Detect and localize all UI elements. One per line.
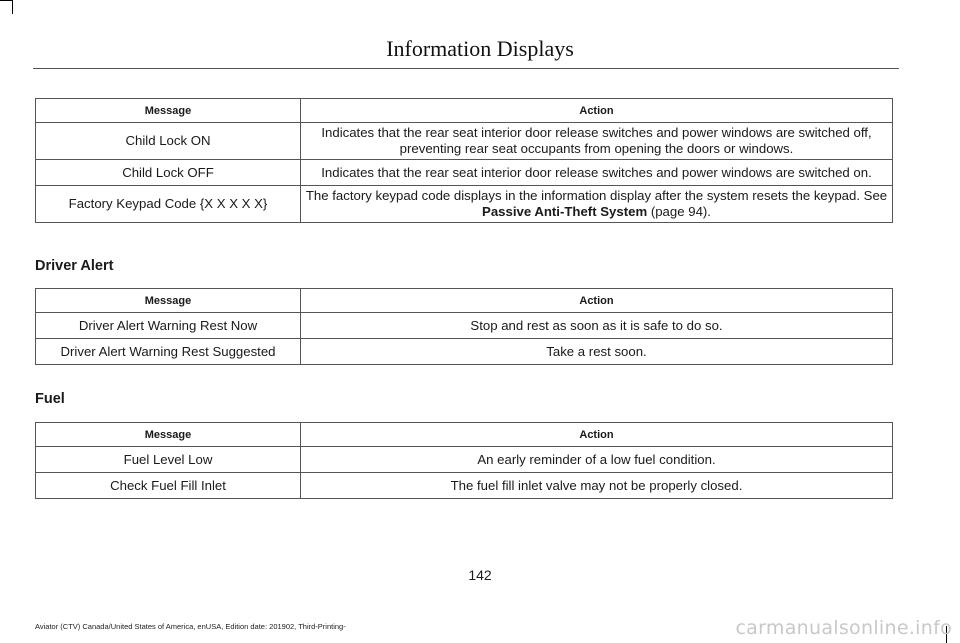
message-cell: Factory Keypad Code {X X X X X}	[36, 186, 301, 223]
action-cell: An early reminder of a low fuel condition.	[301, 447, 893, 473]
table-row	[36, 160, 893, 186]
action-cell: Indicates that the rear seat interior door release switches and power windows are switched on.	[301, 160, 893, 186]
fuel-table	[35, 422, 893, 499]
action-cell	[301, 186, 893, 223]
action-text: The factory keypad code displays in the information display after the system resets the keypad. See	[305, 188, 888, 203]
action-cell: Take a rest soon.	[301, 339, 893, 365]
message-cell: Driver Alert Warning Rest Suggested	[36, 339, 301, 365]
table-row	[36, 447, 893, 473]
page-reference: (page 94).	[647, 204, 711, 219]
section-heading-fuel: Fuel	[35, 391, 65, 407]
table-row	[36, 313, 893, 339]
column-header-action: Action	[301, 289, 893, 313]
cross-reference-link[interactable]: Passive Anti-Theft System	[482, 204, 648, 219]
message-cell: Fuel Level Low	[36, 447, 301, 473]
table-row	[36, 473, 893, 499]
table-header-row	[36, 99, 893, 123]
title-divider	[33, 68, 899, 69]
column-header-message: Message	[36, 99, 301, 123]
column-header-message: Message	[36, 423, 301, 447]
page-number: 142	[468, 567, 492, 583]
table-row	[36, 339, 893, 365]
table-header-row	[36, 289, 893, 313]
child-lock-table	[35, 98, 893, 223]
column-header-action: Action	[301, 99, 893, 123]
table-row	[36, 186, 893, 223]
column-header-action: Action	[301, 423, 893, 447]
message-cell: Driver Alert Warning Rest Now	[36, 313, 301, 339]
section-heading-driver-alert: Driver Alert	[35, 258, 114, 274]
action-cell: Stop and rest as soon as it is safe to do so.	[301, 313, 893, 339]
edition-footer: Aviator (CTV) Canada/United States of America, enUSA, Edition date: 201902, Third-Printing-	[35, 622, 346, 631]
table-header-row	[36, 423, 893, 447]
table-row	[36, 123, 893, 160]
page-title: Information Displays	[386, 36, 574, 61]
crop-mark	[12, 0, 13, 14]
column-header-message: Message	[36, 289, 301, 313]
driver-alert-table	[35, 288, 893, 365]
action-cell: The fuel fill inlet valve may not be properly closed.	[301, 473, 893, 499]
message-cell: Child Lock ON	[36, 123, 301, 160]
message-cell: Check Fuel Fill Inlet	[36, 473, 301, 499]
watermark-logo: carmanualsonline.info	[735, 617, 952, 639]
message-cell: Child Lock OFF	[36, 160, 301, 186]
action-cell: Indicates that the rear seat interior door release switches and power windows are switched off, preventing rear seat occupants from opening the doors or windows.	[301, 123, 893, 160]
